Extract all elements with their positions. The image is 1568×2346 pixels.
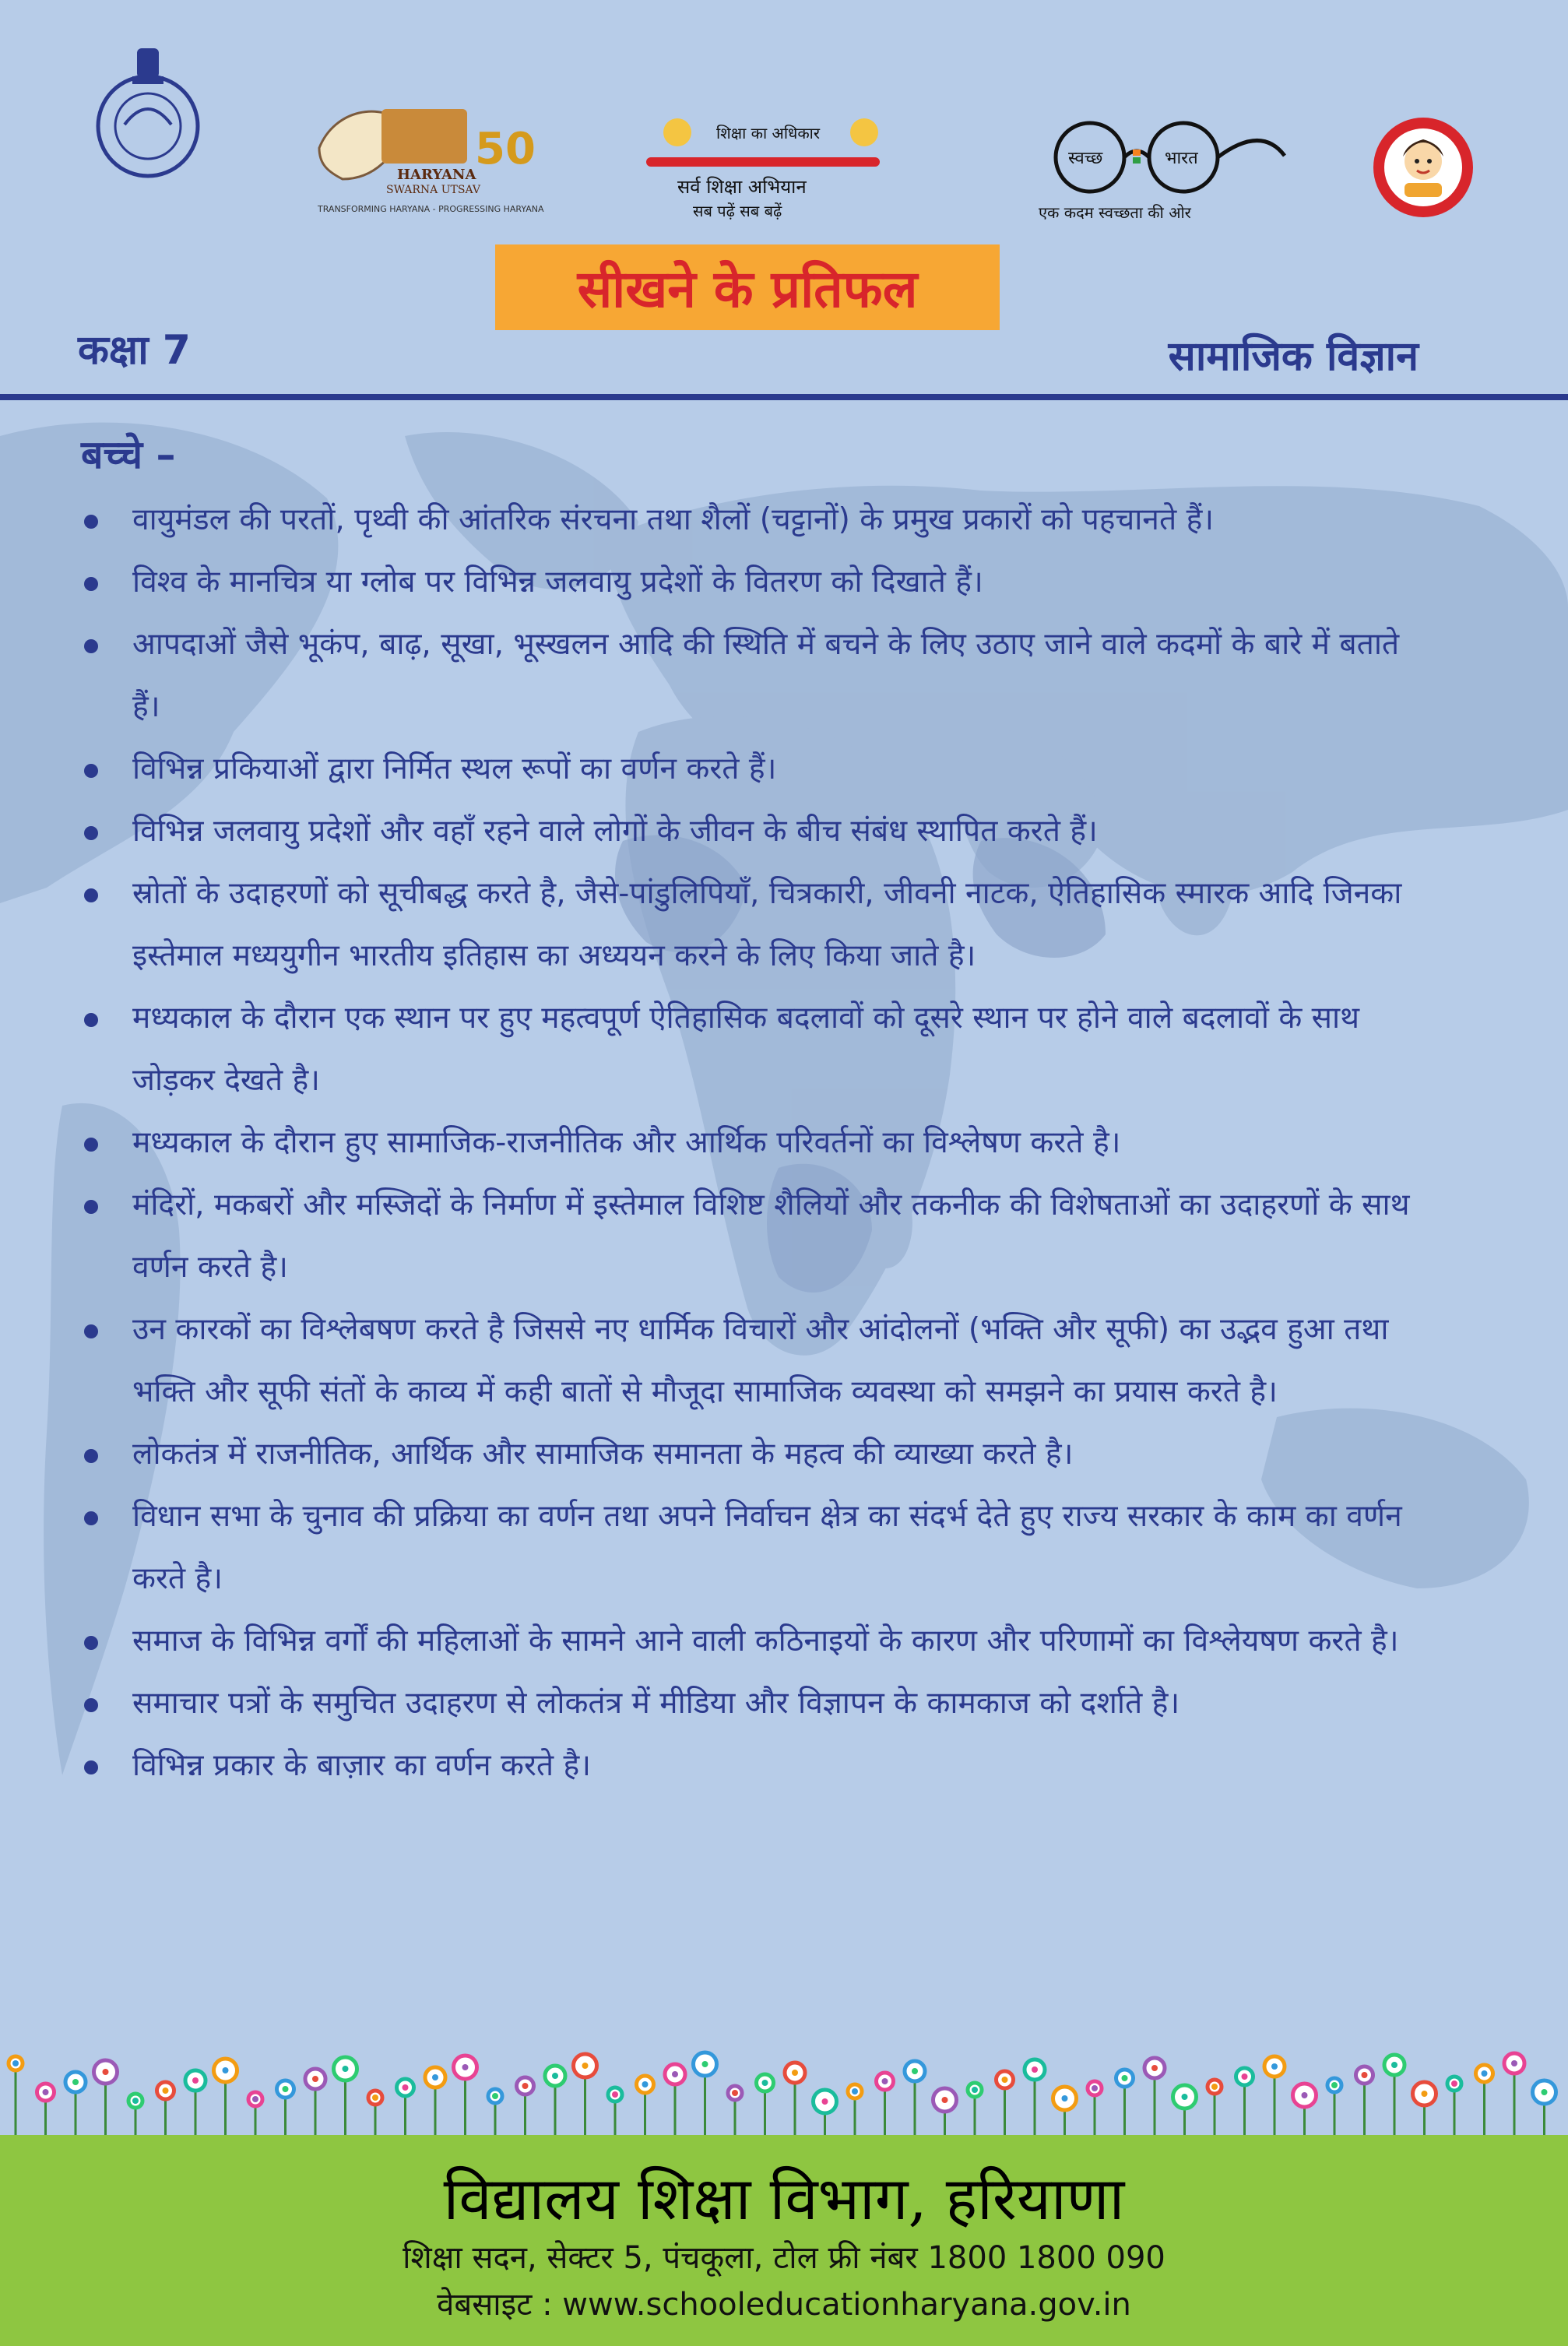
department-website: वेबसाइट : www.schooleducationharyana.gov.in — [437, 2287, 1131, 2323]
outcome-item: समाज के विभिन्न वर्गों की महिलाओं के सामने आने वाली कठिनाइयों के कारण और परिणामों का विश्लेयषण करते है। — [75, 1610, 1429, 1672]
outcome-item: मंदिरों, मकबरों और मस्जिदों के निर्माण में इस्तेमाल विशिष्ट शैलियों और तकनीक की विशेषताओं का उदाहरणों के साथ वर्णन करते है। — [75, 1174, 1429, 1299]
outcome-item: मध्यकाल के दौरान हुए सामाजिक-राजनीतिक और आर्थिक परिवर्तनों का विश्लेषण करते है। — [75, 1112, 1429, 1174]
outcome-item: आपदाओं जैसे भूकंप, बाढ़, सूखा, भूस्खलन आदि की स्थिति में बचने के लिए उठाए जाने वाले कदमों के बारे में बताते हैं। — [75, 614, 1429, 738]
outcome-item: विभिन्न प्रकियाओं द्वारा निर्मित स्थल रूपों का वर्णन करते हैं। — [75, 738, 1429, 800]
haryana-swarna-utsav-logo — [311, 93, 545, 218]
outcome-item: विभिन्न प्रकार के बाज़ार का वर्णन करते है। — [75, 1735, 1429, 1797]
svg-text:HARYANA: HARYANA — [397, 167, 476, 183]
outcome-item: मध्यकाल के दौरान एक स्थान पर हुए महत्वपूर्ण ऐतिहासिक बदलावों को दूसरे स्थान पर होने वाले बदलावों के साथ जोड़कर देखते है। — [75, 987, 1429, 1112]
department-address: शिक्षा सदन, सेक्टर 5, पंचकूला, टोल फ्री नंबर 1800 1800 090 — [403, 2240, 1165, 2276]
outcome-item: समाचार पत्रों के समुचित उदाहरण से लोकतंत्र में मीडिया और विज्ञापन के कामकाज को दर्शाते है। — [75, 1672, 1429, 1735]
class-label: कक्षा 7 — [78, 327, 191, 374]
subject-label: सामाजिक विज्ञान — [1168, 333, 1419, 380]
outcome-item: स्रोतों के उदाहरणों को सूचीबद्ध करते है, जैसे-पांडुलिपियाँ, चित्रकारी, जीवनी नाटक, ऐतिहासिक स्मारक आदि जिनका इस्तेमाल मध्ययुगीन भारतीय इतिहास का अध्ययन करने के लिए किया जाते है। — [75, 863, 1429, 987]
outcome-item: वायुमंडल की परतों, पृथ्वी की आंतरिक संरचना तथा शैलों (चट्टानों) के प्रमुख प्रकारों को पहचानते हैं। — [75, 489, 1429, 551]
outcome-item: उन कारकों का विश्लेबषण करते है जिससे नए धार्मिक विचारों और आंदोलनों (भक्ति और सूफी) का उद्भव हुआ तथा भक्ति और सूफी संतों के काव्य में कही बातों से मौजूदा सामाजिक व्यवस्था को समझने का प्रयास करते है। — [75, 1299, 1429, 1423]
department-name: विद्यालय शिक्षा विभाग, हरियाणा — [443, 2164, 1125, 2233]
svg-text:सब पढ़ें सब बढ़ें: सब पढ़ें सब बढ़ें — [693, 202, 782, 220]
beti-bachao-logo — [1369, 113, 1478, 222]
svg-text:एक कदम स्वच्छता की ओर: एक कदम स्वच्छता की ओर — [1039, 203, 1191, 222]
outcome-item: विभिन्न जलवायु प्रदेशों और वहाँ रहने वाले लोगों के जीवन के बीच संबंध स्थापित करते हैं। — [75, 800, 1429, 863]
svg-text:भारत: भारत — [1165, 149, 1198, 168]
svg-text:50: 50 — [475, 124, 536, 174]
haryana-state-emblem — [78, 39, 218, 179]
svg-text:सर्व शिक्षा अभियान: सर्व शिक्षा अभियान — [677, 176, 807, 198]
swachh-bharat-logo — [1028, 109, 1292, 226]
svg-text:TRANSFORMING HARYANA - PROGRES: TRANSFORMING HARYANA - PROGRESSING HARYANA — [318, 204, 544, 214]
learning-outcomes-list — [75, 489, 1429, 1797]
header-divider — [0, 394, 1568, 400]
outcome-item: विधान सभा के चुनाव की प्रक्रिया का वर्णन तथा अपने निर्वाचन क्षेत्र का संदर्भ देते हुए राज्य सरकार के काम का वर्णन करते है। — [75, 1486, 1429, 1610]
page-title: सीखने के प्रतिफल — [495, 244, 1000, 330]
flower-border-decoration — [0, 2048, 1568, 2141]
svg-text:शिक्षा का अधिकार: शिक्षा का अधिकार — [716, 124, 821, 142]
outcome-item: लोकतंत्र में राजनीतिक, आर्थिक और सामाजिक समानता के महत्व की व्याख्या करते है। — [75, 1423, 1429, 1486]
outcome-item: विश्व के मानचित्र या ग्लोब पर विभिन्न जलवायु प्रदेशों के वितरण को दिखाते हैं। — [75, 551, 1429, 614]
svg-text:स्वच्छ: स्वच्छ — [1068, 149, 1103, 168]
sarva-shiksha-abhiyan-logo — [631, 101, 903, 234]
intro-heading: बच्चे – — [81, 432, 176, 477]
svg-text:SWARNA UTSAV: SWARNA UTSAV — [386, 184, 480, 196]
